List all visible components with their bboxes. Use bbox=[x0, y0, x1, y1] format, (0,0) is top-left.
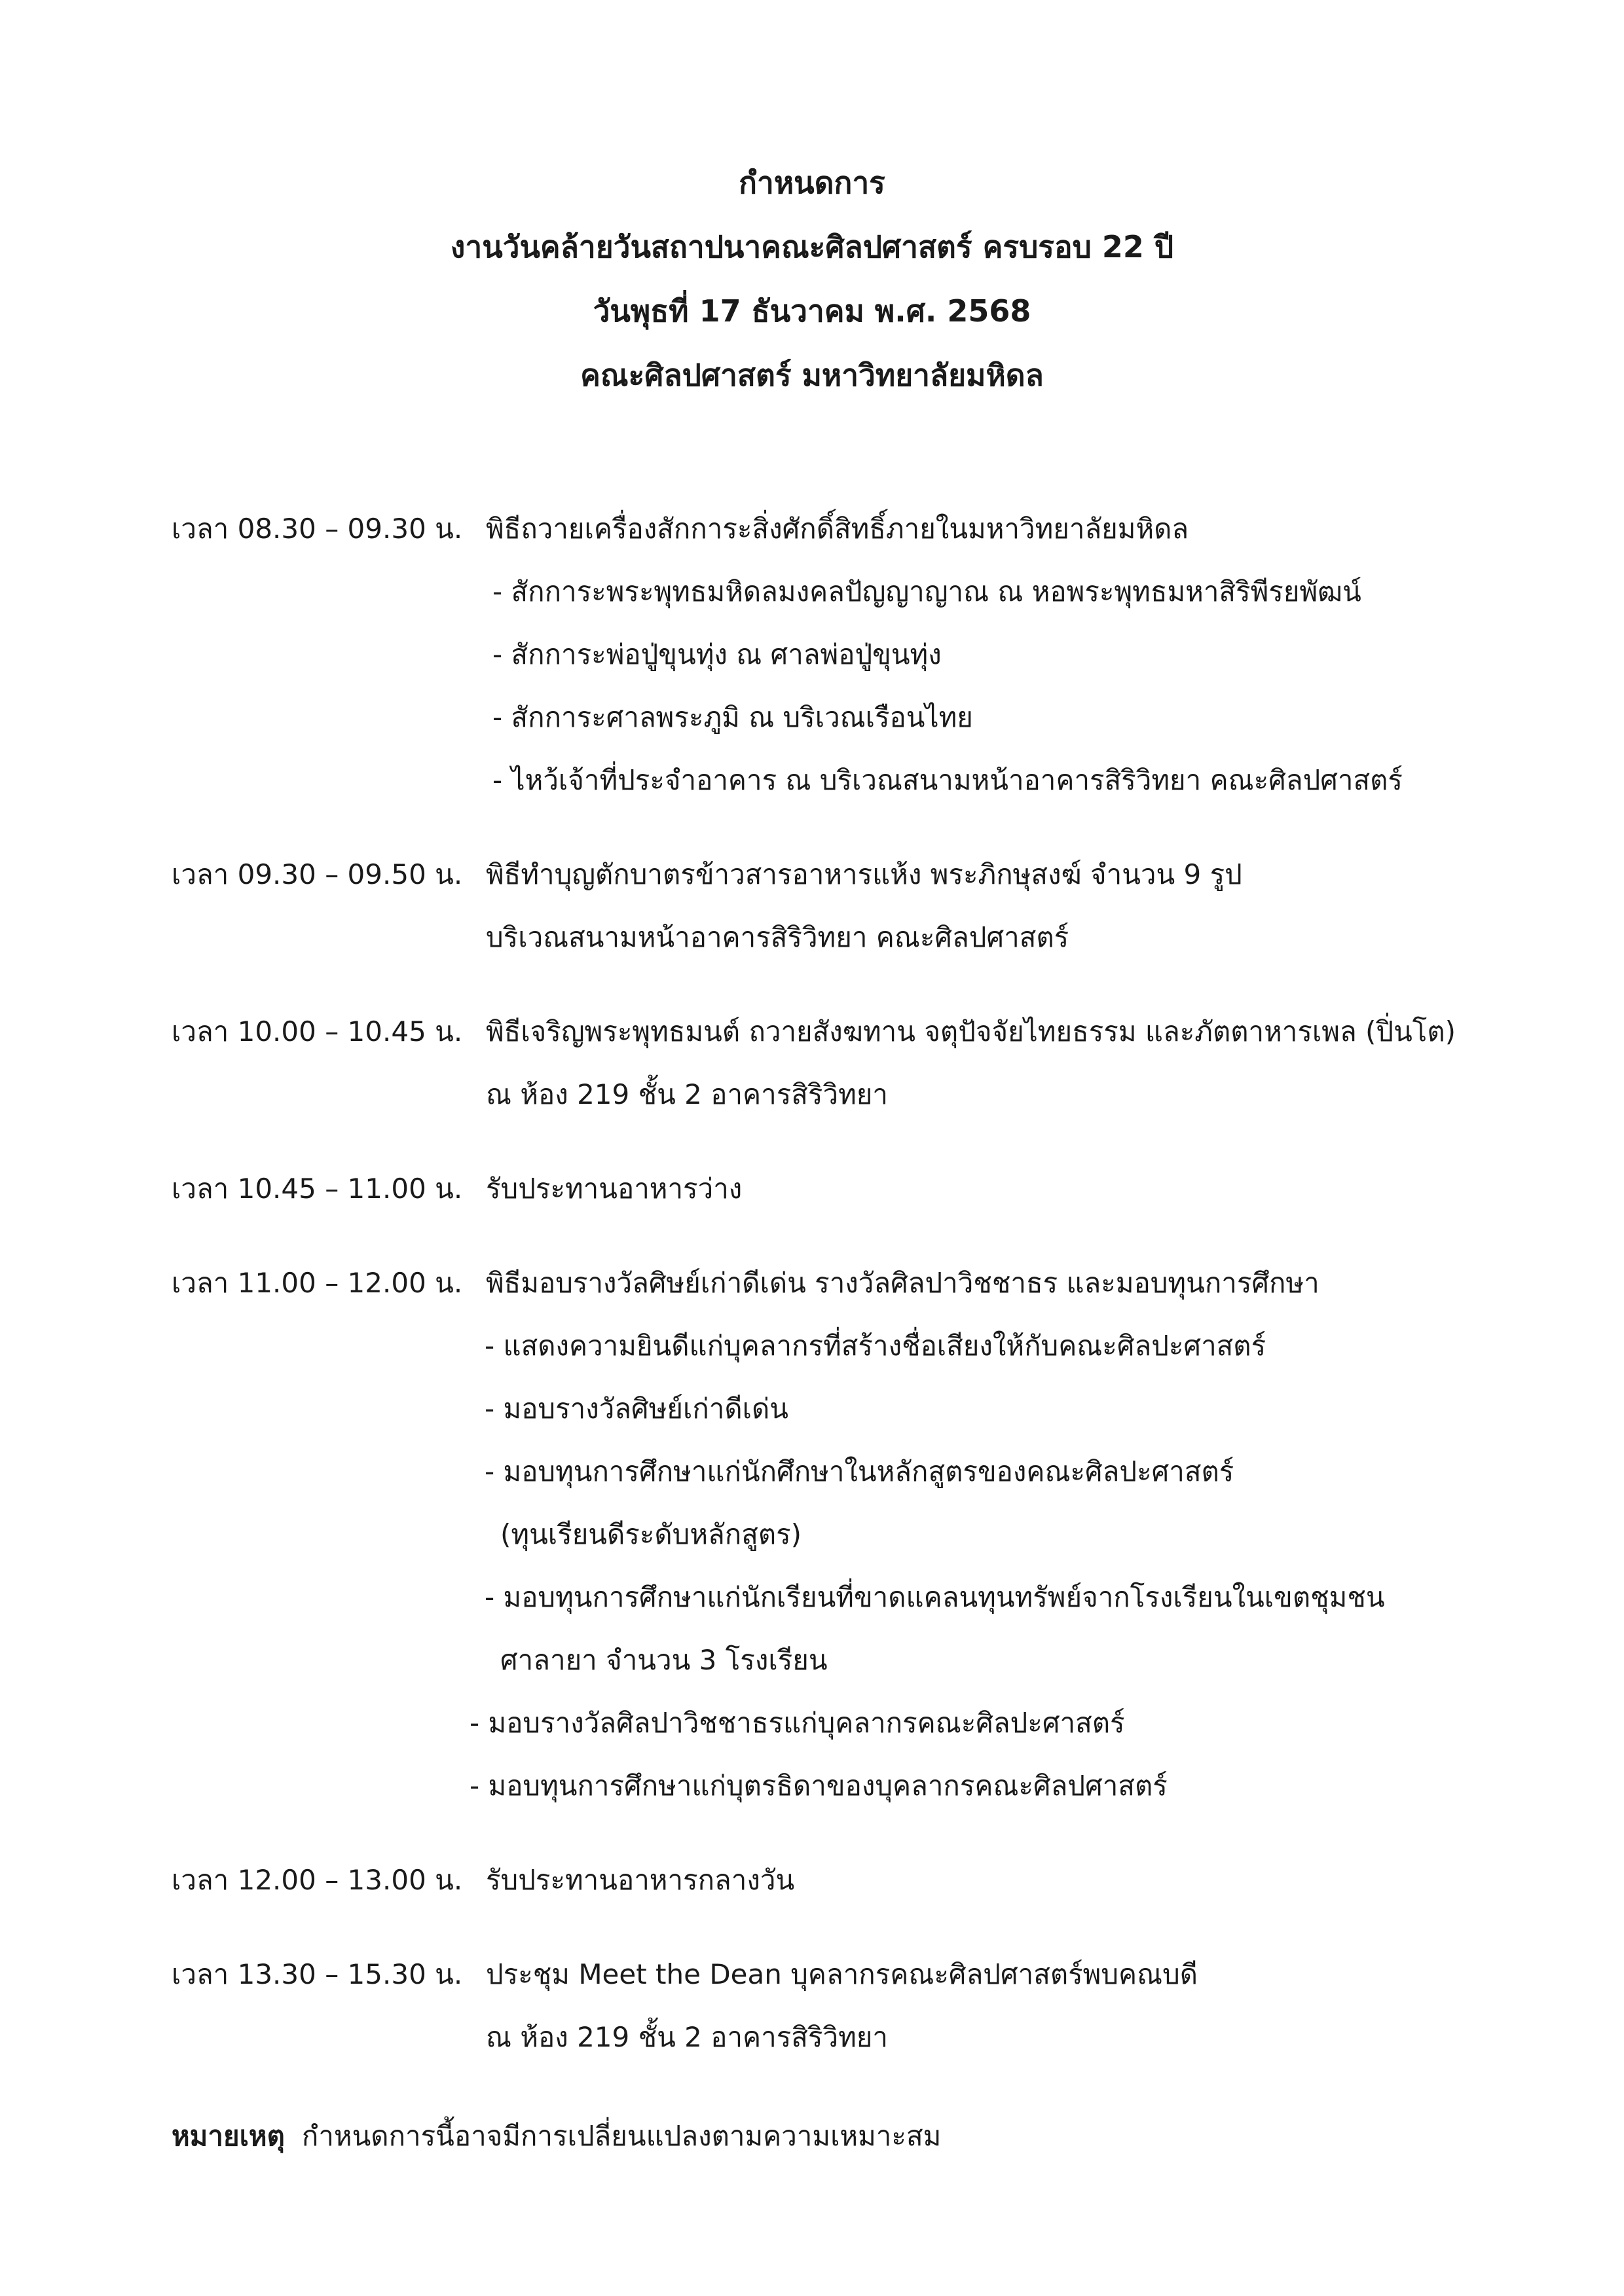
schedule-subitem: - สักการะศาลพระภูมิ ณ บริเวณเรือนไทย bbox=[492, 701, 973, 733]
header-date: วันพุธที่ 17 ธันวาคม พ.ศ. 2568 bbox=[593, 293, 1031, 329]
schedule-entry bbox=[172, 1943, 1475, 2069]
schedule-time: เวลา 08.30 – 09.30 น. bbox=[172, 513, 463, 545]
header-title: กำหนดการ bbox=[739, 165, 885, 200]
schedule-activity: พิธีมอบรางวัลศิษย์เก่าดีเด่น รางวัลศิลปาวิชชาธร และมอบทุนการศึกษา bbox=[486, 1267, 1320, 1299]
schedule-activity-location: ณ ห้อง 219 ชั้น 2 อาคารสิริวิทยา bbox=[486, 2021, 888, 2053]
header-organization: คณะศิลปศาสตร์ มหาวิทยาลัยมหิดล bbox=[580, 357, 1044, 393]
schedule-entry bbox=[172, 1000, 1475, 1126]
schedule-activity-location: ณ ห้อง 219 ชั้น 2 อาคารสิริวิทยา bbox=[486, 1078, 888, 1110]
schedule-subitem: - ไหว้เจ้าที่ประจำอาคาร ณ บริเวณสนามหน้าอาคารสิริวิทยา คณะศิลปศาสตร์ bbox=[492, 764, 1403, 796]
schedule-subitem: - มอบทุนการศึกษาแก่นักศึกษาในหลักสูตรของคณะศิลปะศาสตร์ bbox=[485, 1455, 1234, 1487]
schedule-activity-location: บริเวณสนามหน้าอาคารสิริวิทยา คณะศิลปศาสตร์ bbox=[486, 921, 1069, 953]
schedule-subitem: - มอบรางวัลศิลปาวิชชาธรแก่บุคลากรคณะศิลปะศาสตร์ bbox=[470, 1707, 1125, 1739]
schedule-time: เวลา 10.45 – 11.00 น. bbox=[172, 1173, 463, 1205]
schedule-time: เวลา 12.00 – 13.00 น. bbox=[172, 1864, 463, 1896]
schedule-subitem-continuation: (ทุนเรียนดีระดับหลักสูตร) bbox=[500, 1518, 802, 1550]
header-event-name: งานวันคล้ายวันสถาปนาคณะศิลปศาสตร์ ครบรอบ 22 ปี bbox=[450, 229, 1174, 264]
schedule-activity: พิธีทำบุญตักบาตรข้าวสารอาหารแห้ง พระภิกษุสงฆ์ จำนวน 9 รูป bbox=[486, 858, 1242, 890]
schedule-subitem: - สักการะพ่อปู่ขุนทุ่ง ณ ศาลพ่อปู่ขุนทุ่ง bbox=[492, 638, 942, 670]
document-header bbox=[0, 151, 1624, 407]
schedule-subitem: - มอบรางวัลศิษย์เก่าดีเด่น bbox=[485, 1393, 788, 1425]
schedule-activity: รับประทานอาหารกลางวัน bbox=[486, 1864, 795, 1896]
footnote bbox=[172, 2105, 941, 2168]
schedule-entry bbox=[172, 1849, 1475, 1912]
schedule-subitem: - สักการะพระพุทธมหิดลมงคลปัญญาญาณ ณ หอพระพุทธมหาสิริพีรยพัฒน์ bbox=[492, 575, 1361, 608]
schedule-subitem-continuation: ศาลายา จำนวน 3 โรงเรียน bbox=[500, 1644, 828, 1676]
schedule-time: เวลา 13.30 – 15.30 น. bbox=[172, 1958, 463, 1990]
schedule-entry bbox=[172, 843, 1475, 969]
schedule-entry bbox=[172, 1157, 1475, 1220]
schedule-activity: พิธีเจริญพระพุทธมนต์ ถวายสังฆทาน จตุปัจจัยไทยธรรม และภัตตาหารเพล (ปิ่นโต) bbox=[486, 1015, 1456, 1048]
schedule-entry bbox=[172, 1252, 1475, 1817]
footnote-text: กำหนดการนี้อาจมีการเปลี่ยนแปลงตามความเหมาะสม bbox=[301, 2120, 942, 2152]
schedule-entry bbox=[172, 498, 1475, 812]
schedule-subitem: - มอบทุนการศึกษาแก่บุตรธิดาของบุคลากรคณะศิลปศาสตร์ bbox=[470, 1770, 1168, 1802]
schedule-subitem: - แสดงความยินดีแก่บุคลากรที่สร้างชื่อเสียงให้กับคณะศิลปะศาสตร์ bbox=[485, 1330, 1266, 1362]
schedule-list bbox=[172, 498, 1475, 2069]
schedule-subitem: - มอบทุนการศึกษาแก่นักเรียนที่ขาดแคลนทุนทรัพย์จากโรงเรียนในเขตชุมชน bbox=[485, 1581, 1385, 1613]
schedule-activity: ประชุม Meet the Dean บุคลากรคณะศิลปศาสตร์พบคณบดี bbox=[486, 1958, 1198, 1990]
schedule-time: เวลา 10.00 – 10.45 น. bbox=[172, 1015, 463, 1048]
schedule-time: เวลา 09.30 – 09.50 น. bbox=[172, 858, 463, 890]
footnote-label: หมายเหตุ bbox=[172, 2120, 285, 2152]
schedule-activity: รับประทานอาหารว่าง bbox=[486, 1173, 743, 1205]
schedule-activity: พิธีถวายเครื่องสักการะสิ่งศักดิ์สิทธิ์ภายในมหาวิทยาลัยมหิดล bbox=[486, 513, 1189, 545]
schedule-time: เวลา 11.00 – 12.00 น. bbox=[172, 1267, 463, 1299]
